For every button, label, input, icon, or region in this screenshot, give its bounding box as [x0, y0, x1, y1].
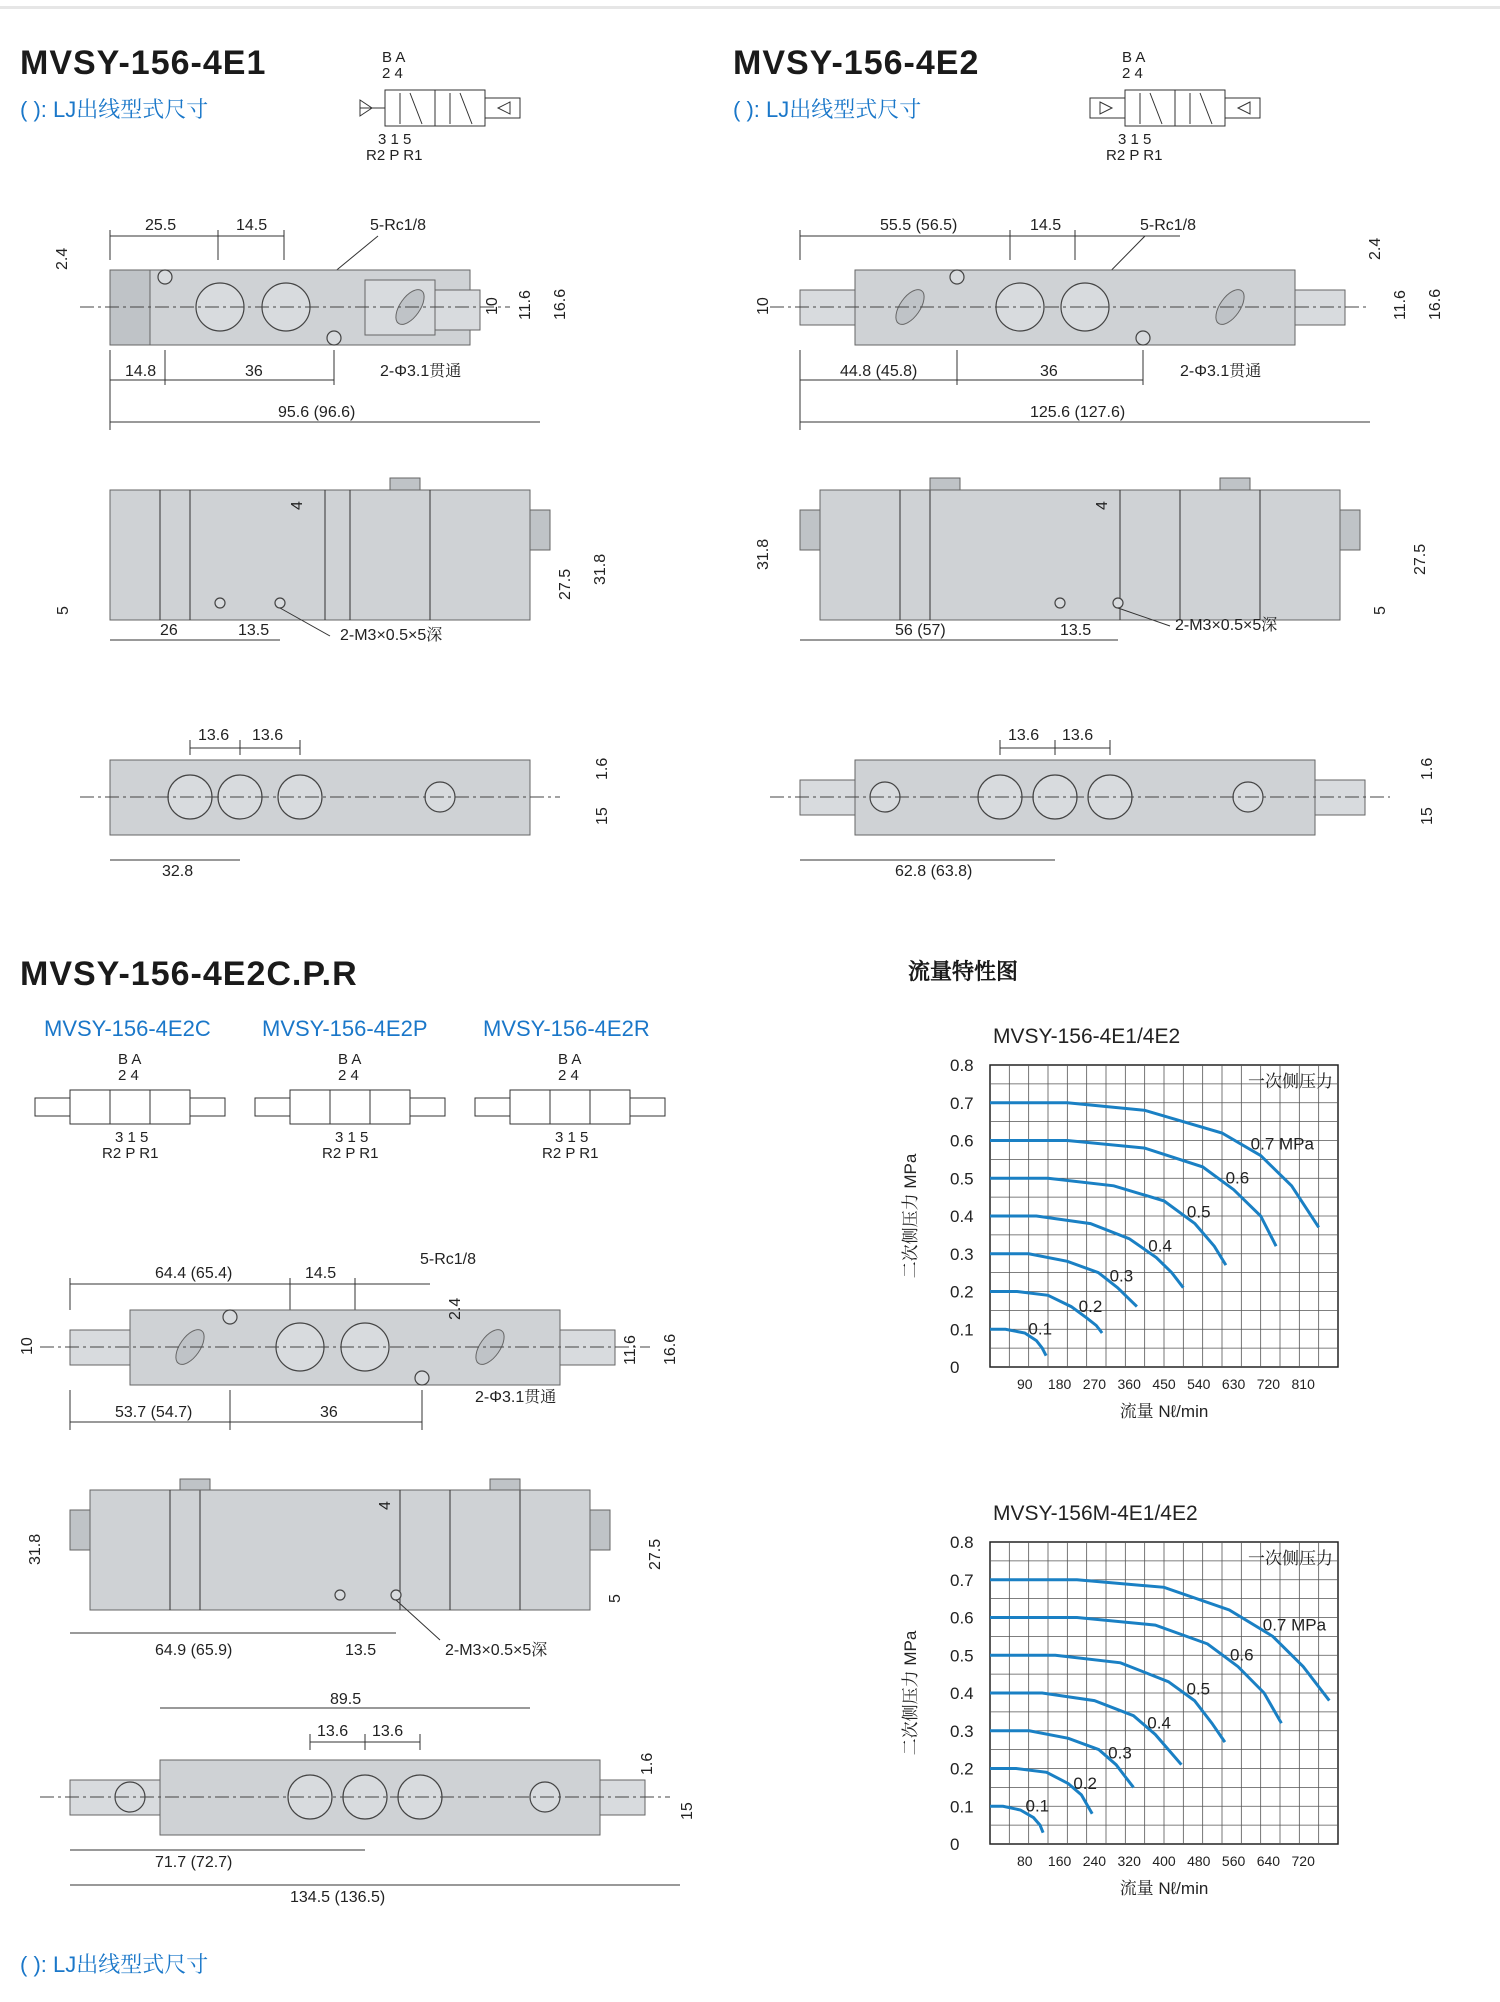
dim-27-5: 27.5 [557, 568, 574, 600]
model-label-e2p: MVSY-156-4E2P [262, 1016, 428, 1041]
dim-13-6b: 13.6 [372, 1723, 404, 1740]
dim-5: 5 [607, 1594, 624, 1603]
dim-4: 4 [289, 501, 306, 510]
dim-31-8: 31.8 [755, 538, 772, 570]
dim-1-6: 1.6 [639, 1752, 656, 1775]
x-tick-label: 540 [1187, 1376, 1211, 1392]
dim-13-5: 13.5 [345, 1642, 377, 1659]
series-label: 0.2 [1078, 1296, 1103, 1316]
dim-ports: 5-Rc1/8 [1140, 217, 1197, 234]
dim-71-7: 71.7 (72.7) [155, 1854, 233, 1871]
x-axis-label: 流量 Nℓ/min [1119, 1402, 1209, 1421]
chart-title: MVSY-156-4E1/4E2 [993, 1025, 1181, 1048]
sym-port-letters: B A [382, 49, 406, 66]
dim-14-5: 14.5 [1030, 217, 1062, 234]
x-tick-label: 720 [1291, 1853, 1315, 1869]
dim-27-5: 27.5 [1412, 543, 1429, 575]
x-tick-label: 160 [1047, 1853, 1072, 1869]
dim-44-8: 44.8 (45.8) [840, 363, 918, 380]
dim-26: 26 [160, 622, 178, 639]
sym-port-letters: B A [1122, 49, 1146, 66]
dim-13-6a: 13.6 [317, 1723, 349, 1740]
y-tick-label: 0.4 [950, 1207, 974, 1226]
dim-1-6: 1.6 [594, 757, 611, 780]
dim-55-5: 55.5 (56.5) [880, 217, 958, 234]
y-tick-label: 0.2 [950, 1759, 974, 1779]
top-rule [0, 6, 1500, 9]
dim-ports: 5-Rc1/8 [370, 217, 427, 234]
svg-text:R2 P R1: R2 P R1 [322, 1145, 379, 1162]
dim-15: 15 [594, 807, 611, 825]
e2-top-view [755, 200, 1480, 430]
x-tick-label: 360 [1117, 1376, 1141, 1392]
dim-14-5: 14.5 [305, 1265, 337, 1282]
dim-134-5: 134.5 (136.5) [290, 1889, 386, 1906]
dim-4: 4 [377, 1501, 394, 1510]
dim-16-6: 16.6 [662, 1333, 679, 1365]
y-tick-label: 0.7 [950, 1093, 974, 1113]
series-label: 0.5 [1186, 1679, 1211, 1699]
dim-53-7: 53.7 (54.7) [115, 1404, 193, 1421]
svg-text:3 1 5: 3 1 5 [555, 1129, 589, 1146]
x-tick-label: 630 [1221, 1376, 1246, 1392]
sym-port-letters-bottom: R2 P R1 [366, 147, 423, 164]
sym-port-numbers-bottom: 3 1 5 [1118, 131, 1152, 148]
dim-screws: 2-M3×0.5×5深 [1175, 617, 1278, 634]
series-label: 0.6 [1225, 1168, 1250, 1188]
x-tick-label: 80 [1017, 1853, 1033, 1869]
series-label: 0.2 [1073, 1773, 1097, 1793]
y-tick-label: 0.6 [950, 1608, 974, 1628]
dim-13-6b: 13.6 [252, 727, 284, 744]
dim-11-6: 11.6 [1392, 290, 1409, 320]
dim-62-8: 62.8 (63.8) [895, 863, 973, 880]
series-label: 0.1 [1025, 1796, 1050, 1816]
dim-11-6: 11.6 [622, 1335, 639, 1365]
y-tick-label: 0.1 [950, 1797, 974, 1817]
x-tick-label: 270 [1082, 1376, 1107, 1392]
dim-holes: 2-Φ3.1贯通 [1180, 363, 1262, 380]
svg-text:2 4: 2 4 [118, 1067, 139, 1084]
x-tick-label: 720 [1256, 1376, 1281, 1392]
y-tick-label: 0 [950, 1835, 960, 1854]
dim-13-6b: 13.6 [1062, 727, 1094, 744]
svg-text:2 4: 2 4 [558, 1067, 579, 1084]
lj-note-e2: ( ): LJ出线型式尺寸 [733, 97, 922, 122]
dim-10: 10 [755, 297, 772, 315]
y-axis-label: 二次侧压力 MPa [901, 1630, 920, 1756]
e1-bottom-view [40, 700, 660, 880]
e1-side-view [40, 460, 660, 690]
legend-title: 一次侧压力 [1248, 1549, 1333, 1568]
dim-2-4: 2.4 [54, 247, 71, 270]
dim-screws: 2-M3×0.5×5深 [445, 1642, 548, 1659]
y-tick-label: 0.7 [950, 1570, 974, 1590]
x-tick-label: 240 [1082, 1853, 1107, 1869]
sym-port-numbers: 2 4 [1122, 65, 1143, 82]
y-tick-label: 0.4 [950, 1684, 974, 1703]
dim-2-4: 2.4 [447, 1297, 464, 1320]
dim-holes: 2-Φ3.1贯通 [475, 1389, 557, 1406]
series-label: 0.6 [1229, 1645, 1254, 1665]
dim-15: 15 [1419, 807, 1436, 825]
dim-ports: 5-Rc1/8 [420, 1251, 477, 1268]
dim-holes: 2-Φ3.1贯通 [380, 363, 462, 380]
series-label: 0.7 MPa [1262, 1615, 1327, 1635]
series-label: 0.5 [1186, 1202, 1211, 1222]
dim-10: 10 [484, 297, 501, 315]
dim-1-6: 1.6 [1419, 757, 1436, 780]
e2-side-view [755, 460, 1480, 690]
flow-chart-2 [890, 1487, 1350, 1907]
svg-text:R2 P R1: R2 P R1 [542, 1145, 599, 1162]
chart-title: MVSY-156M-4E1/4E2 [993, 1502, 1198, 1525]
dim-36: 36 [245, 363, 263, 380]
section-title-e2cpr: MVSY-156-4E2C.P.R [20, 955, 358, 993]
dim-31-8: 31.8 [27, 1533, 44, 1565]
x-axis-label: 流量 Nℓ/min [1119, 1879, 1209, 1898]
dim-32-8: 32.8 [162, 863, 194, 880]
svg-text:3 1 5: 3 1 5 [115, 1129, 149, 1146]
model-label-e2r: MVSY-156-4E2R [483, 1016, 650, 1041]
x-tick-label: 480 [1187, 1853, 1211, 1869]
dim-27-5: 27.5 [647, 1538, 664, 1570]
dim-4: 4 [1094, 501, 1111, 510]
svg-text:3 1 5: 3 1 5 [335, 1129, 369, 1146]
x-tick-label: 810 [1291, 1376, 1315, 1392]
dim-56: 56 (57) [895, 622, 946, 639]
dim-14-8: 14.8 [125, 363, 157, 380]
e2-side-body [820, 490, 1340, 620]
sym-e2c [35, 1051, 225, 1162]
dim-total: 125.6 (127.6) [1030, 404, 1126, 421]
series-label: 0.3 [1109, 1266, 1134, 1286]
dim-36: 36 [320, 1404, 338, 1421]
e2cpr-side-view [20, 1465, 720, 1665]
dim-31-8: 31.8 [592, 553, 609, 585]
dim-10: 10 [19, 1337, 36, 1355]
series-label: 0.3 [1108, 1743, 1132, 1763]
valve-symbol-e1 [350, 48, 530, 178]
dim-5: 5 [1372, 606, 1389, 615]
y-axis-label: 二次侧压力 MPa [901, 1153, 920, 1279]
dim-13-5: 13.5 [1060, 622, 1092, 639]
dim-13-6a: 13.6 [198, 727, 230, 744]
e2cpr-top-view [20, 1250, 720, 1450]
dim-64-4: 64.4 (65.4) [155, 1265, 233, 1282]
sym-e2r [475, 1051, 665, 1162]
section-title-e1: MVSY-156-4E1 [20, 44, 267, 82]
y-tick-label: 0.2 [950, 1282, 974, 1302]
dim-13-6a: 13.6 [1008, 727, 1040, 744]
dim-2-4: 2.4 [1367, 237, 1384, 260]
section-title-e2: MVSY-156-4E2 [733, 44, 980, 82]
y-tick-label: 0.8 [950, 1056, 974, 1075]
e2-bottom-view [760, 700, 1480, 880]
dim-89-5: 89.5 [330, 1691, 362, 1708]
svg-text:2 4: 2 4 [338, 1067, 359, 1084]
valve-symbol-e2 [1080, 48, 1280, 178]
dim-36: 36 [1040, 363, 1058, 380]
series-label: 0.7 MPa [1250, 1134, 1314, 1154]
dim-5: 5 [55, 606, 72, 615]
dim-total: 95.6 (96.6) [278, 404, 356, 421]
flow-chart-1 [890, 1010, 1350, 1430]
x-tick-label: 560 [1221, 1853, 1246, 1869]
x-tick-label: 90 [1017, 1376, 1033, 1392]
y-tick-label: 0 [950, 1358, 960, 1377]
dim-25-5: 25.5 [145, 217, 177, 234]
x-tick-label: 450 [1152, 1376, 1176, 1392]
svg-text:B A: B A [118, 1051, 142, 1068]
series-label: 0.4 [1148, 1236, 1172, 1256]
sym-e2p [255, 1051, 445, 1162]
x-tick-label: 640 [1256, 1853, 1281, 1869]
valve-symbols-e2cpr [30, 1050, 710, 1170]
svg-text:B A: B A [558, 1051, 582, 1068]
x-tick-label: 320 [1117, 1853, 1141, 1869]
x-tick-label: 400 [1152, 1853, 1176, 1869]
sym-port-numbers-bottom: 3 1 5 [378, 131, 412, 148]
dim-16-6: 16.6 [552, 288, 569, 320]
sym-port-letters-bottom: R2 P R1 [1106, 147, 1163, 164]
y-tick-label: 0.6 [950, 1131, 974, 1151]
y-tick-label: 0.5 [950, 1169, 974, 1189]
x-tick-label: 180 [1047, 1376, 1072, 1392]
dim-13-5: 13.5 [238, 622, 270, 639]
series-label: 0.4 [1147, 1713, 1171, 1733]
series-label: 0.1 [1028, 1319, 1053, 1339]
flow-chart-heading: 流量特性图 [908, 959, 1019, 984]
e2cpr-bottom-view [20, 1690, 720, 1910]
sym-port-numbers: 2 4 [382, 65, 403, 82]
y-tick-label: 0.3 [950, 1244, 974, 1264]
lj-note-e1: ( ): LJ出线型式尺寸 [20, 97, 209, 122]
lj-note-footer: ( ): LJ出线型式尺寸 [20, 1952, 209, 1977]
legend-title: 一次侧压力 [1248, 1072, 1333, 1091]
dim-14-5: 14.5 [236, 217, 268, 234]
svg-text:R2 P R1: R2 P R1 [102, 1145, 159, 1162]
e1-top-view [40, 200, 660, 430]
dim-15: 15 [679, 1802, 696, 1820]
dim-16-6: 16.6 [1427, 288, 1444, 320]
dim-screws: 2-M3×0.5×5深 [340, 627, 443, 644]
y-tick-label: 0.8 [950, 1533, 974, 1552]
dim-11-6: 11.6 [517, 290, 534, 320]
y-tick-label: 0.3 [950, 1721, 974, 1741]
y-tick-label: 0.1 [950, 1320, 974, 1340]
dim-64-9: 64.9 (65.9) [155, 1642, 233, 1659]
model-label-e2c: MVSY-156-4E2C [44, 1016, 211, 1041]
e1-side-body [110, 490, 530, 620]
svg-text:B A: B A [338, 1051, 362, 1068]
y-tick-label: 0.5 [950, 1646, 974, 1666]
